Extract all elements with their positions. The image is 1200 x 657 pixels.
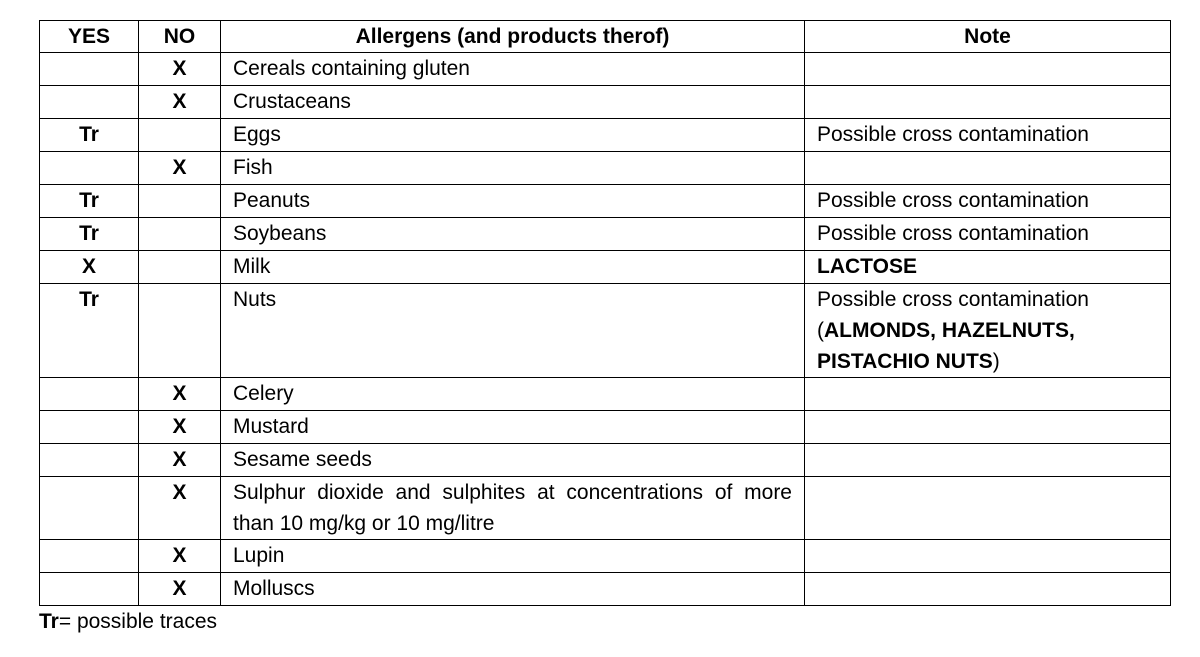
table-row <box>40 411 1171 444</box>
allergen-cell: Crustaceans <box>221 86 805 119</box>
table-row <box>40 477 1171 540</box>
yes-cell <box>40 152 139 185</box>
footnote-term: Tr <box>39 610 59 633</box>
no-cell: X <box>139 540 221 573</box>
table-row <box>40 218 1171 251</box>
note-cell <box>805 53 1171 86</box>
table-row <box>40 152 1171 185</box>
no-cell: X <box>139 152 221 185</box>
table-row <box>40 53 1171 86</box>
allergen-cell: Peanuts <box>221 185 805 218</box>
table-row <box>40 284 1171 378</box>
table-row <box>40 185 1171 218</box>
yes-cell: Tr <box>40 284 139 378</box>
footnote <box>39 608 217 636</box>
footnote-definition: = possible traces <box>58 610 218 633</box>
no-cell: X <box>139 53 221 86</box>
header-allergen: Allergens (and products therof) <box>221 21 805 53</box>
yes-cell: Tr <box>40 218 139 251</box>
no-cell: X <box>139 86 221 119</box>
allergen-cell: Nuts <box>221 284 805 378</box>
table-row <box>40 378 1171 411</box>
yes-cell: Tr <box>40 185 139 218</box>
no-cell: X <box>139 477 221 540</box>
table-row <box>40 86 1171 119</box>
table-row <box>40 573 1171 606</box>
note-cell <box>805 540 1171 573</box>
yes-cell <box>40 378 139 411</box>
note-cell <box>805 86 1171 119</box>
table-row <box>40 540 1171 573</box>
allergen-table <box>39 20 1171 606</box>
allergen-cell: Fish <box>221 152 805 185</box>
yes-cell: X <box>40 251 139 284</box>
note-cell: Possible cross contamination <box>805 218 1171 251</box>
allergen-cell: Sulphur dioxide and sulphites at concentrations of more than 10 mg/kg or 10 mg/litre <box>221 477 805 540</box>
allergen-cell: Celery <box>221 378 805 411</box>
header-note: Note <box>805 21 1171 53</box>
note-text: Possible cross contamination <box>817 288 1089 311</box>
yes-cell <box>40 540 139 573</box>
note-cell <box>805 152 1171 185</box>
allergen-cell: Sesame seeds <box>221 444 805 477</box>
yes-cell <box>40 477 139 540</box>
allergen-cell: Mustard <box>221 411 805 444</box>
yes-cell <box>40 53 139 86</box>
note-cell <box>805 411 1171 444</box>
allergen-cell: Milk <box>221 251 805 284</box>
yes-cell <box>40 444 139 477</box>
note-cell <box>805 378 1171 411</box>
allergen-cell: Molluscs <box>221 573 805 606</box>
table-row <box>40 444 1171 477</box>
header-row <box>40 21 1171 53</box>
no-cell <box>139 185 221 218</box>
allergen-cell: Soybeans <box>221 218 805 251</box>
table-row <box>40 251 1171 284</box>
no-cell: X <box>139 573 221 606</box>
no-cell: X <box>139 378 221 411</box>
note-cell: Possible cross contamination (ALMONDS, HAZELNUTS, PISTACHIO NUTS) <box>805 284 1171 378</box>
yes-cell <box>40 573 139 606</box>
note-nut-list: ALMONDS, HAZELNUTS, PISTACHIO NUTS <box>817 319 1075 373</box>
allergen-cell: Lupin <box>221 540 805 573</box>
no-cell: X <box>139 444 221 477</box>
note-cell <box>805 477 1171 540</box>
note-cell: LACTOSE <box>805 251 1171 284</box>
table-row <box>40 119 1171 152</box>
no-cell <box>139 119 221 152</box>
no-cell: X <box>139 411 221 444</box>
note-cell <box>805 573 1171 606</box>
allergen-cell: Eggs <box>221 119 805 152</box>
note-cell: Possible cross contamination <box>805 119 1171 152</box>
yes-cell <box>40 411 139 444</box>
note-cell: Possible cross contamination <box>805 185 1171 218</box>
yes-cell: Tr <box>40 119 139 152</box>
no-cell <box>139 284 221 378</box>
header-no: NO <box>139 21 221 53</box>
header-yes: YES <box>40 21 139 53</box>
allergen-cell: Cereals containing gluten <box>221 53 805 86</box>
no-cell <box>139 218 221 251</box>
yes-cell <box>40 86 139 119</box>
note-cell <box>805 444 1171 477</box>
no-cell <box>139 251 221 284</box>
